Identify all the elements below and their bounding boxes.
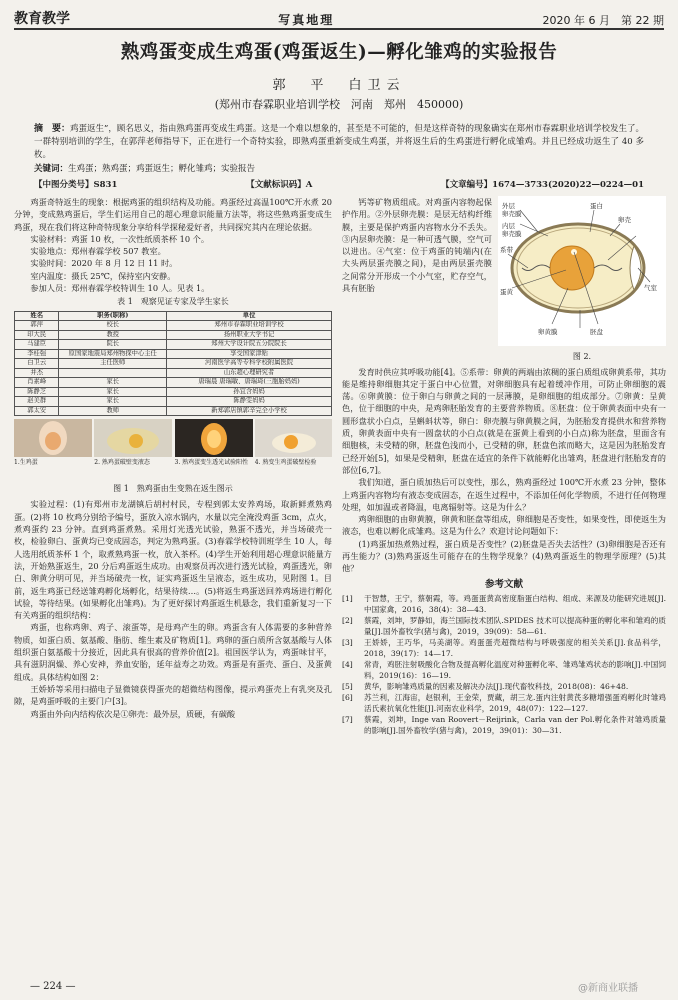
egg-structure-diagram bbox=[498, 196, 666, 346]
reference-number: [4] bbox=[342, 659, 353, 669]
table-row bbox=[15, 330, 332, 340]
affiliation: (郑州市春霖职业培训学校 河南 郑州 450000) bbox=[214, 98, 464, 111]
reference-text: 苏兰利，江海宙，赵银利，王金荣，贾藏，胡三龙.蛋内注射黄芪多糖增强蛋鸡孵化时雏鸡活氏素抗氧化性能[J].河南农业科学，2019，48(07)：122—127. bbox=[364, 692, 666, 713]
table1-cell: 白卫云 bbox=[15, 359, 59, 369]
references-title: 参考文献 bbox=[484, 578, 523, 590]
watermark: @新商业联播 bbox=[578, 983, 638, 994]
references-list bbox=[342, 593, 666, 736]
table1-cell: 享受国家津贴 bbox=[167, 349, 332, 359]
label-outer: 外层 bbox=[502, 202, 515, 210]
paragraph: 王娇娇等采用扫描电子显微镜获得蛋壳的超微结构图像，提示鸡蛋壳上有乳突及孔隙，是鸡蛋呼吸的主要门户[3]。 bbox=[14, 683, 332, 707]
label-vitelline-membrane: 卵黄膜 bbox=[538, 328, 558, 336]
photo-broken-egg bbox=[255, 419, 332, 481]
table1-cell: 原国家地震局郑州物探中心主任 bbox=[59, 349, 167, 359]
figure2-caption: 图 2. bbox=[572, 352, 592, 362]
issue-info: 2020 年 6 月 第 22 期 bbox=[542, 14, 664, 27]
table-row bbox=[15, 321, 332, 331]
label-air-cell: 气室 bbox=[644, 284, 657, 292]
article-number: 【文章编号】1674—3733(2020)22—0224—01 bbox=[441, 180, 644, 190]
left-paragraphs-bottom bbox=[14, 498, 332, 719]
reference-text: 于智慧，王宁，蔡朝霞，等。鸡蛋蛋黄高密度脂蛋白结构、组成、来源及功能研究进展[J].中国家禽，2016，38(4)：38—43. bbox=[364, 593, 666, 614]
table-row bbox=[15, 368, 332, 378]
reference-text: 王娇娇，王巧华，马美湖等。鸡蛋蛋壳超微结构与呼吸强度的相关关系[J].食品科学，2018，39(17)：14—17. bbox=[364, 637, 666, 658]
table1-cell: 马建臣 bbox=[15, 340, 59, 350]
table1-header-cell: 职务(职称) bbox=[59, 311, 167, 321]
column-name: 教育教学 bbox=[14, 11, 70, 27]
table1-header-cell: 单位 bbox=[167, 311, 332, 321]
right-top-block bbox=[342, 196, 666, 366]
table1-header-cell: 姓名 bbox=[15, 311, 59, 321]
table1-cell: 教授 bbox=[59, 330, 167, 340]
table1-cell: 李桂强 bbox=[15, 349, 59, 359]
table1-cell: 家长 bbox=[59, 387, 167, 397]
reference-number: [2] bbox=[342, 615, 353, 625]
photo-label-4: 4. 熟变生鸡蛋破壁检验 bbox=[254, 459, 317, 467]
keywords-label: 关键词： bbox=[34, 164, 69, 174]
reference-item bbox=[342, 659, 666, 681]
table1-cell: 陈静芝 bbox=[15, 387, 59, 397]
table1 bbox=[14, 311, 332, 417]
reference-number: [6] bbox=[342, 692, 353, 702]
paragraph: 鸡卵细胞的由卵黄膜，卵黄和胚盘等组成，卵细胞是否变性，如果变性，即使返生为液态，也难以孵化成雏鸡。这是为什么？欢迎讨论问题如下： bbox=[342, 514, 666, 537]
reference-item bbox=[342, 593, 666, 615]
label-albumen: 蛋白 bbox=[590, 202, 603, 210]
reference-number: [1] bbox=[342, 593, 353, 603]
reference-number: [5] bbox=[342, 681, 353, 691]
table1-cell: 郭萍 bbox=[15, 321, 59, 331]
journal-name: 写真地理 bbox=[278, 13, 335, 27]
table1-caption: 表 1 观察见证专家及学生家长 bbox=[117, 297, 229, 307]
table1-cell: 肖素峰 bbox=[15, 378, 59, 388]
article-title: 熟鸡蛋变成生鸡蛋(鸡蛋返生)—孵化雏鸡的实验报告 bbox=[120, 42, 558, 63]
table1-cell: 井杰 bbox=[15, 368, 59, 378]
table1-cell: 山东超心理研究者 bbox=[167, 368, 332, 378]
table-row bbox=[15, 387, 332, 397]
broken-egg-image bbox=[255, 419, 332, 457]
right-column bbox=[342, 196, 666, 974]
candling-image bbox=[175, 419, 253, 457]
label-yolk: 蛋黄 bbox=[500, 288, 513, 296]
paragraph: 实验材料：鸡蛋 10 枚，一次性纸质茶杯 10 个。 bbox=[30, 233, 210, 244]
document-code: 【文献标识码】A bbox=[246, 180, 313, 190]
paragraph: 鸡蛋奇特返生的现象：根据鸡蛋的组织结构及功能。鸡蛋经过高温100℃开水煮 20 分钟，变成熟鸡蛋后，学生们运用自己的超心理意识能量方法等，将这些熟鸡蛋变成生鸡蛋，现在我们将这种奇特现象分享给科学探秘爱好者，共同探究其内在理论依据。 bbox=[14, 197, 332, 232]
table1-cell: 家长 bbox=[59, 397, 167, 407]
label-shell: 卵壳 bbox=[618, 216, 631, 224]
abstract-label: 摘 要： bbox=[34, 124, 71, 134]
table-row bbox=[15, 359, 332, 369]
label-germinal-disc: 胚盘 bbox=[590, 328, 603, 336]
reference-number: [7] bbox=[342, 714, 353, 724]
table1-cell: 印大民 bbox=[15, 330, 59, 340]
reference-text: 常青，鸡胚注射吸酸化合物及提高孵化温度对种蛋孵化率、雏鸡雏鸡状态的影响[J].中国饲料，2019(16)：16—19. bbox=[364, 659, 666, 680]
table-row bbox=[15, 349, 332, 359]
photo-candling bbox=[175, 419, 252, 481]
table1-cell: 郑州市春霖职业培训学校 bbox=[167, 321, 332, 331]
reference-text: 蔡霞，刘坤，罗静如，海兰国际技术团队.SPIDES 技术可以提高种蛋的孵化率和雏鸡的质量[J].国外畜牧学(猪与禽)，2019，39(09)：58—61. bbox=[364, 615, 666, 636]
table1-cell: 陈静雯妈妈 bbox=[167, 397, 332, 407]
photo-raw-egg bbox=[14, 419, 91, 481]
left-column bbox=[14, 196, 332, 974]
reference-number: [3] bbox=[342, 637, 353, 647]
abstract-text: 鸡蛋返生”，顾名思义，指由熟鸡蛋再变成生鸡蛋。这是一个难以想象的，甚至是不可能的，但是这样奇特的现象确实在郑州市春霖职业培训学校发生了。一群特别培训的学生，在郭萍老师指导下，正在进行一个奇特实验，即熟鸡蛋重新变成生鸡蛋，并将返生后的生鸡蛋进行孵化成雏鸡。并且已经成功返生了 40 多枚。 bbox=[34, 124, 644, 160]
table1-cell: 扬州职业大学书记 bbox=[167, 330, 332, 340]
paragraph: 发育时供应其呼吸功能[4]。⑤系带：卵黄的两端由浓稠的蛋白质组成卵黄系带，其功能是维持卵细胞其定于蛋白中心位置，对卵细胞具有起着缓冲作用，可防止卵细胞的震荡。⑥卵黄膜：位于卵白与卵黄之间的一层薄膜，是卵细胞的组成部分。⑦卵黄：呈黄色，位于细胞的中央，是鸡卵胚胎发育的主要营养物质。⑧胚盘：位于卵黄表面中央有一圆形盘状小白点，呈蝌蚪状等，卵白：卵壳膜与卵黄膜之间，为胚胎发育提供水和营养物质，卵黄表面中央有一圆盘状的小白点(就是在蛋黄上看到的小白点)称为胚盘，里面含有细胞核，未受精的卵，胚盘色浅而小，已受精的卵，胚盘色浓而略大，这是因为胚胎发育已经开始[5]，如果是受精卵，胚盘在适宜的条件下就能孵化出雏鸡，胚盘进行胚胎发育的部位[6,7]。 bbox=[342, 366, 666, 475]
reference-item bbox=[342, 692, 666, 714]
paragraph: 参加人员：郑州春霖学校特训生 10 人。见表 1。 bbox=[30, 283, 210, 294]
table1-cell: 河南医学高等专科学校附属医院 bbox=[167, 359, 332, 369]
keywords bbox=[34, 163, 644, 176]
reference-item bbox=[342, 714, 666, 736]
table1-cell: 校长 bbox=[59, 321, 167, 331]
paragraph: 实验时间：2020 年 8 月 12 日 11 时。 bbox=[30, 258, 178, 269]
classification-line bbox=[34, 178, 644, 190]
table1-cell: 赵美群 bbox=[15, 397, 59, 407]
paragraph: 鸡蛋，也称鸡卵、鸡子、滚蛋等，是母鸡产生的卵。鸡蛋含有人体需要的多种营养物质，如蛋白质、氨基酸、脂肪、维生素及矿物质[1]。鸡卵的蛋白质所含氨基酸与人体组织蛋白氨基酸十分接近，因此具有很高的营养价值[2]。祖国医学认为，鸡蛋味甘平，具有滋阴润燥、养心安神，养血安胎，延年益寿之功效。鸡蛋是有蛋壳、蛋白、及蛋黄组成。具体结构如图 2： bbox=[14, 622, 332, 682]
right-paragraphs bbox=[342, 366, 666, 575]
table1-cell: 主任医师 bbox=[59, 359, 167, 369]
table1-cell: 教师 bbox=[59, 406, 167, 416]
raw-egg-image bbox=[14, 419, 92, 457]
running-header bbox=[14, 6, 664, 30]
table-row bbox=[15, 397, 332, 407]
paragraph: 室内温度：摄氏 25℃，保持室内安静。 bbox=[30, 270, 176, 281]
paragraph: 实验地点：郑州春霖学校 507 教室。 bbox=[30, 246, 166, 257]
label-outer-membrane: 卵壳膜 bbox=[502, 210, 522, 218]
photo-liquid-egg bbox=[94, 419, 171, 481]
figure1-photos bbox=[14, 419, 332, 481]
left-paragraphs-top bbox=[14, 196, 332, 294]
reference-text: 蔡霞，刘坤，Inge van Roovert－Reijrink，Carla van der Pol.孵化条件对雏鸡质量的影响[J].国外畜牧学(猪与禽)，2019，39(01)：30—31. bbox=[364, 714, 666, 735]
class-number: 【中图分类号】S831 bbox=[34, 180, 118, 190]
table1-cell: 孙宜含妈妈 bbox=[167, 387, 332, 397]
photo-label-3: 3. 熟鸡蛋变生透光试验阳性 bbox=[174, 459, 249, 467]
photo-label-1: 1.生鸡蛋 bbox=[14, 459, 38, 467]
keywords-text: 生鸡蛋；熟鸡蛋；鸡蛋返生；孵化雏鸡；实验报告 bbox=[68, 164, 256, 174]
table1-cell: 唐瑞晨 唐瑞敏、唐瑞琦(三胞胎妈妈) bbox=[167, 378, 332, 388]
abstract bbox=[34, 123, 644, 162]
label-inner: 内层 bbox=[502, 222, 515, 230]
table-row bbox=[15, 378, 332, 388]
reference-item bbox=[342, 615, 666, 637]
reference-text: 黄华，影响雏鸡质量的因素及解决办法[J].现代畜牧科技，2018(08)：46+48. bbox=[364, 681, 629, 691]
figure2 bbox=[498, 196, 666, 366]
photo-label-2: 2. 熟鸡蛋破壁变液态 bbox=[94, 459, 150, 467]
label-inner-membrane: 卵壳膜 bbox=[502, 230, 522, 238]
reference-item bbox=[342, 681, 666, 692]
paragraph: 我们知道，蛋白质加热后可以变性，那么，熟鸡蛋经过 100℃开水煮 23 分钟，整体上鸡蛋内容物均有液态变成固态，在返生过程中，不添加任何化学物质，不进行任何物理处理，如加温或者降温，电离辐射等。这是为什么？ bbox=[342, 477, 666, 512]
table1-cell: 郭太安 bbox=[15, 406, 59, 416]
table1-cell: 家长 bbox=[59, 378, 167, 388]
right-top-text bbox=[342, 196, 492, 366]
label-chalaza: 系带 bbox=[500, 246, 513, 254]
table1-cell bbox=[59, 368, 167, 378]
authors: 郭 平 白卫云 bbox=[272, 78, 406, 93]
table-row bbox=[15, 340, 332, 350]
paragraph: 鸡蛋由外向内结构依次是①卵壳：最外层，质硬，有碳酸 bbox=[30, 708, 236, 719]
figure1-caption: 图 1 熟鸡蛋由生变熟在返生图示 bbox=[113, 484, 233, 494]
table-row bbox=[15, 406, 332, 416]
table1-cell: 郑州大学设计院五分院院长 bbox=[167, 340, 332, 350]
page-number: — 224 — bbox=[30, 981, 76, 992]
paragraph: 实验过程：(1)有郑州市龙湖镇后胡村村民，专程到郭太安养鸡场，取新鲜煮熟鸡蛋。(2)将 10 枚鸡分别给予编号，蛋放入凉水锅内，水量以完全淹没鸡蛋 3cm，点火，煮鸡蛋约 23 分钟。直到鸡蛋煮熟。采用灯光透光试验，熟蛋不透光，并当场破壳一枚，检验卵白、蛋黄均已变成固态，判定为熟鸡蛋。(3)春霖学校特训班学生 10 人，每人选用纸质茶杯 1 个，取煮熟鸡蛋一枚，放入茶杯。(4)学生开始利用超心理意识能量方法，开始熟蛋返生，20 分后鸡蛋返生成功。由观察员再次进行透光试验，鸡蛋透光，卵白、卵黄分明可见，并当场破壳一枚，证实鸡蛋返生呈液态，返生成功，见附图 1。目前，返生鸡蛋已经送雏鸡孵化场孵化，结果待续…。(5)将返生鸡蛋送回养鸡场进行孵化试验，等待结果。(如果孵化出雏鸡)。为了更好探讨鸡蛋返生机悬念，我们重新复习一下有关鸡蛋的组织结构： bbox=[14, 499, 332, 621]
reference-item bbox=[342, 637, 666, 659]
paragraph: 钙等矿物质组成。对鸡蛋内容物起保护作用。②外层卵壳膜：是层无结构纤维膜，主要是保护鸡蛋内容物水分不丢失。③内层卵壳膜：是一种可透气膜，空气可以进出。④气室：位于鸡蛋的钝端内(在大头两层蛋壳膜之间)，是由两层蛋壳膜之间常分开形成一个小气室，贮存空气，具有胚胎 bbox=[342, 197, 492, 294]
table1-cell: 新郑郭店镇郭辛完全小学校 bbox=[167, 406, 332, 416]
paragraph: (1)鸡蛋加热煮熟过程，蛋白质是否变性？(2)胚盘是否失去活性？(3)卵细胞是否还有再生能力？(3)熟鸡蛋返生可能存在的生物学现象？(4)熟鸡蛋返生的物理学原理？(5)其他？ bbox=[342, 538, 666, 574]
table1-cell: 院长 bbox=[59, 340, 167, 350]
liquid-egg-image bbox=[94, 419, 172, 457]
